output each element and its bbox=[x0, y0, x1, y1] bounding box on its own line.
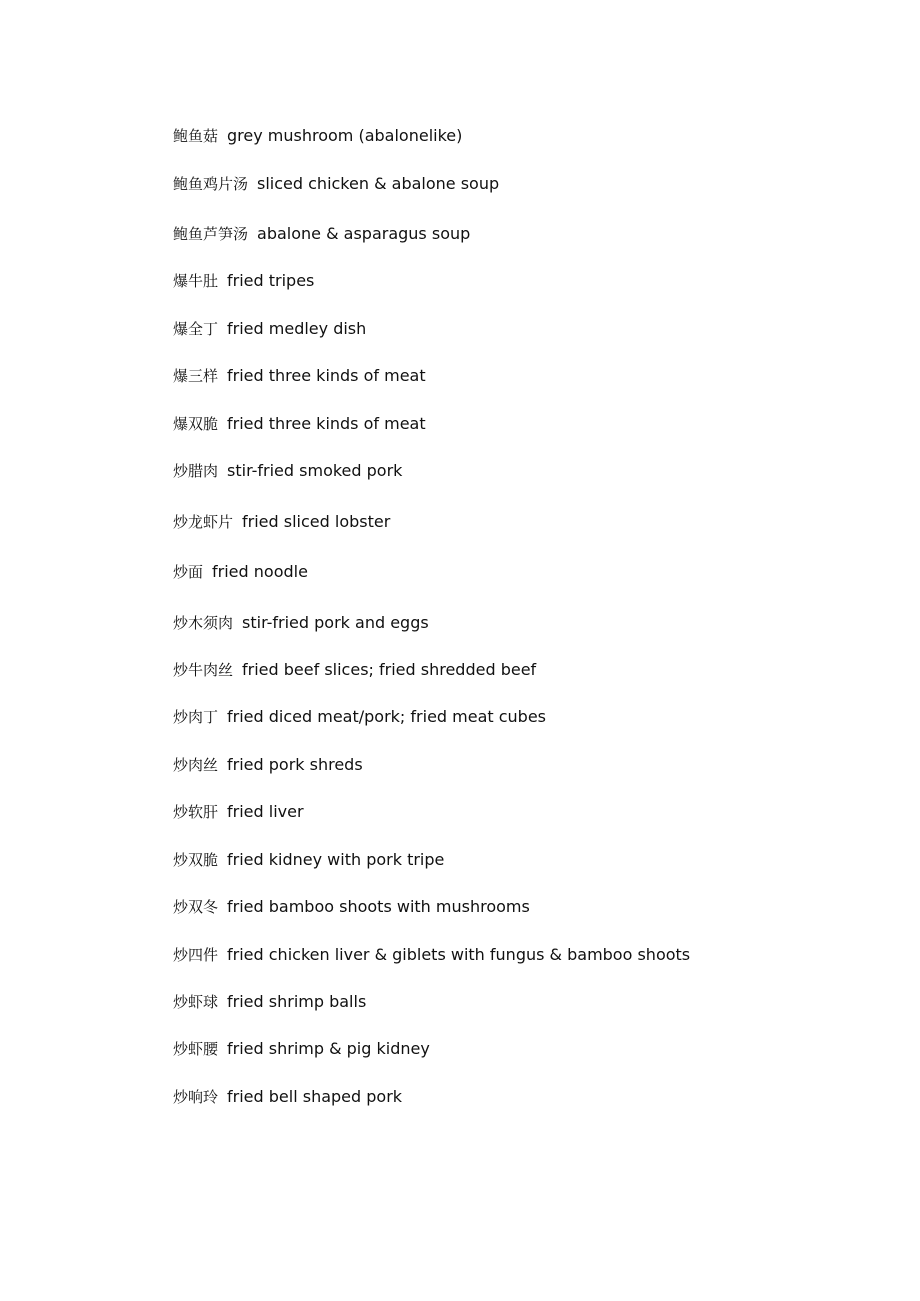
english-translation: fried sliced lobster bbox=[242, 512, 391, 531]
chinese-term: 炒腊肉 bbox=[173, 462, 219, 480]
english-translation: fried pork shreds bbox=[227, 755, 363, 774]
list-item bbox=[173, 318, 366, 340]
english-translation: fried three kinds of meat bbox=[227, 366, 426, 385]
chinese-term: 炒肉丝 bbox=[173, 756, 219, 774]
english-translation: grey mushroom (abalonelike) bbox=[227, 126, 463, 145]
english-translation: fried shrimp balls bbox=[227, 992, 367, 1011]
english-translation: stir-fried smoked pork bbox=[227, 461, 403, 480]
list-item bbox=[173, 706, 546, 728]
list-item bbox=[173, 413, 426, 435]
english-translation: fried beef slices; fried shredded beef bbox=[242, 660, 537, 679]
chinese-term: 炒软肝 bbox=[173, 803, 219, 821]
chinese-term: 炒响玲 bbox=[173, 1088, 219, 1106]
chinese-term: 炒面 bbox=[173, 563, 204, 581]
english-translation: fried diced meat/pork; fried meat cubes bbox=[227, 707, 547, 726]
chinese-term: 爆双脆 bbox=[173, 415, 219, 433]
english-translation: fried noodle bbox=[212, 562, 308, 581]
english-translation: fried chicken liver & giblets with fungus & bamboo shoots bbox=[227, 945, 691, 964]
english-translation: fried bamboo shoots with mushrooms bbox=[227, 897, 530, 916]
list-item bbox=[173, 659, 536, 681]
english-translation: sliced chicken & abalone soup bbox=[257, 174, 500, 193]
chinese-term: 炒虾球 bbox=[173, 993, 219, 1011]
list-item bbox=[173, 849, 444, 871]
chinese-term: 鲍鱼菇 bbox=[173, 127, 219, 145]
chinese-term: 炒四件 bbox=[173, 946, 219, 964]
chinese-term: 炒木须肉 bbox=[173, 614, 234, 632]
english-translation: fried kidney with pork tripe bbox=[227, 850, 445, 869]
list-item bbox=[173, 173, 499, 195]
chinese-term: 炒双冬 bbox=[173, 898, 219, 916]
chinese-term: 爆牛肚 bbox=[173, 272, 219, 290]
list-item bbox=[173, 612, 429, 634]
english-translation: fried shrimp & pig kidney bbox=[227, 1039, 430, 1058]
english-translation: fried medley dish bbox=[227, 319, 367, 338]
list-item bbox=[173, 125, 462, 147]
list-item bbox=[173, 270, 314, 292]
list-item bbox=[173, 754, 363, 776]
list-item bbox=[173, 1038, 430, 1060]
english-translation: abalone & asparagus soup bbox=[257, 224, 471, 243]
list-item bbox=[173, 991, 366, 1013]
chinese-term: 鲍鱼芦笋汤 bbox=[173, 225, 249, 243]
chinese-term: 鲍鱼鸡片汤 bbox=[173, 175, 249, 193]
list-item bbox=[173, 944, 690, 966]
english-translation: stir-fried pork and eggs bbox=[242, 613, 429, 632]
list-item bbox=[173, 365, 426, 387]
chinese-term: 炒龙虾片 bbox=[173, 513, 234, 531]
chinese-term: 炒肉丁 bbox=[173, 708, 219, 726]
list-item bbox=[173, 801, 304, 823]
chinese-term: 炒虾腰 bbox=[173, 1040, 219, 1058]
chinese-term: 爆全丁 bbox=[173, 320, 219, 338]
list-item bbox=[173, 460, 402, 482]
english-translation: fried bell shaped pork bbox=[227, 1087, 403, 1106]
english-translation: fried liver bbox=[227, 802, 304, 821]
chinese-term: 爆三样 bbox=[173, 367, 219, 385]
english-translation: fried tripes bbox=[227, 271, 315, 290]
list-item bbox=[173, 896, 530, 918]
list-item bbox=[173, 223, 470, 245]
list-item bbox=[173, 561, 308, 583]
list-item bbox=[173, 1086, 402, 1108]
english-translation: fried three kinds of meat bbox=[227, 414, 426, 433]
list-item bbox=[173, 511, 390, 533]
chinese-term: 炒牛肉丝 bbox=[173, 661, 234, 679]
chinese-term: 炒双脆 bbox=[173, 851, 219, 869]
